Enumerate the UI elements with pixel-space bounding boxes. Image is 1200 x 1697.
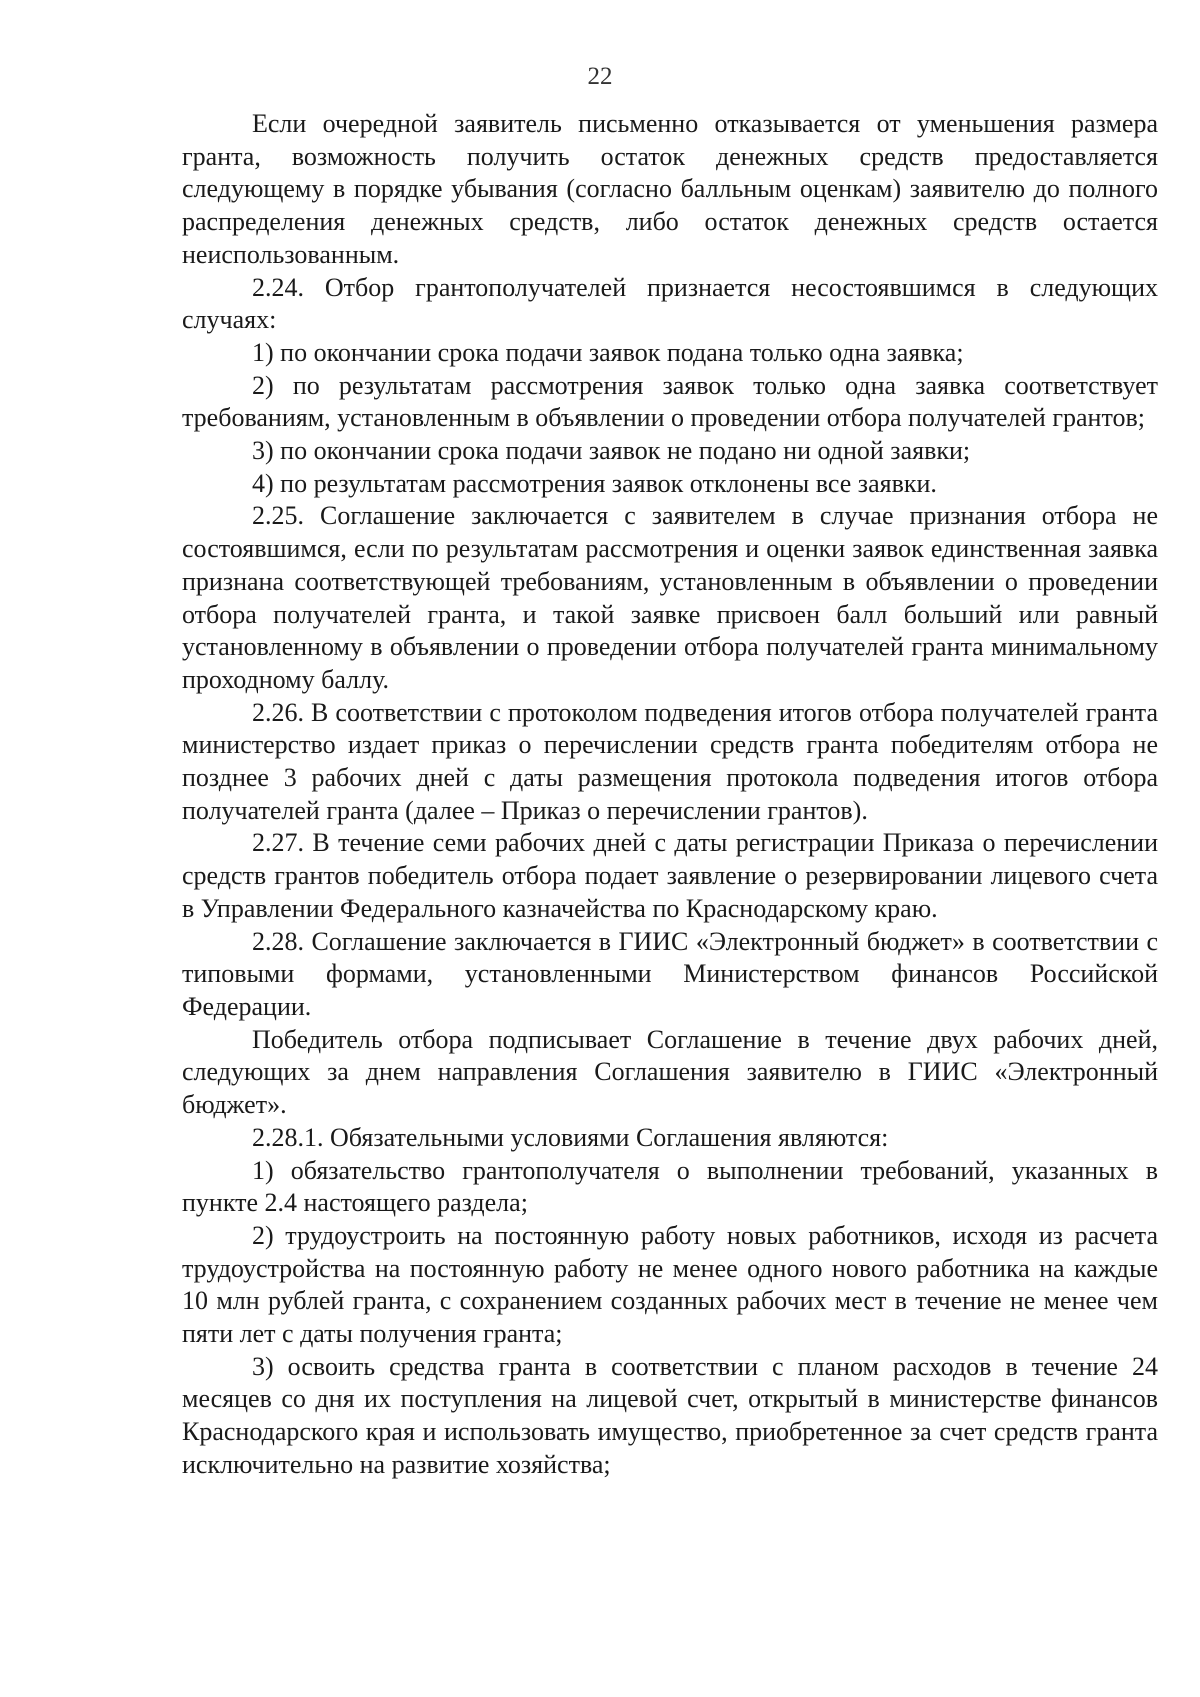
paragraph-2-28-1: 2.28.1. Обязательными условиями Соглашения являются: [252,1122,889,1152]
list-item-2-24-1: 1) по окончании срока подачи заявок подана только одна заявка; [252,337,964,367]
list-item-2-24-3: 3) по окончании срока подачи заявок не подано ни одной заявки; [252,436,971,466]
paragraph-2-27: 2.27. В течение семи рабочих дней с даты регистрации Приказа о перечислении средств грантов победитель отбора подает заявление о резервировании лицевого счета в Управлении Федерального казначейства по Краснодарскому краю. [182,828,1158,923]
list-item-2-28-1-1: 1) обязательство грантополучателя о выполнении требований, указанных в пункте 2.4 настоящего раздела; [182,1155,1158,1218]
list-item-2-28-1-3: 3) освоить средства гранта в соответствии с планом расходов в течение 24 месяцев со дня их поступления на лицевой счет, открытый в министерстве финансов Краснодарского края и использовать имущество, приобретенное за счет средств гранта исключительно на развитие хозяйства; [182,1351,1158,1479]
page-number: 22 [587,63,613,90]
paragraph-refusal-remainder: Если очередной заявитель письменно отказывается от уменьшения размера гранта, возможность получить остаток денежных средств предоставляется следующему в порядке убывания (согласно балльным оценкам) заявителю до полного распределения денежных средств, либо остаток денежных средств остается неиспользованным. [182,109,1158,269]
paragraph-winner-signs: Победитель отбора подписывает Соглашение в течение двух рабочих дней, следующих за днем направления Соглашения заявителю в ГИИС «Электронный бюджет». [182,1024,1158,1120]
document-body [182,108,1158,1482]
paragraph-2-25: 2.25. Соглашение заключается с заявителем в случае признания отбора не состоявшимся, если по результатам рассмотрения и оценки заявок единственная заявка признана соответствующей требованиям, установленным в объявлении о проведении отбора получателей гранта, и такой заявке присвоен балл больший или равный установленному в объявлении о проведении отбора получателей гранта минимальному проходному баллу. [182,501,1158,694]
paragraph-2-26: 2.26. В соответствии с протоколом подведения итогов отбора получателей гранта министерство издает приказ о перечислении средств гранта победителям отбора не позднее 3 рабочих дней с даты размещения протокола подведения итогов отбора получателей гранта (далее – Приказ о перечислении грантов). [182,697,1158,825]
list-item-2-24-4: 4) по результатам рассмотрения заявок отклонены все заявки. [252,468,937,498]
paragraph-2-24: 2.24. Отбор грантополучателей признается несостоявшимся в следующих случаях: [182,272,1158,335]
paragraph-2-28: 2.28. Соглашение заключается в ГИИС «Электронный бюджет» в соответствии с типовыми формами, установленными Министерством финансов Российской Федерации. [182,926,1158,1021]
list-item-2-24-2: 2) по результатам рассмотрения заявок только одна заявка соответствует требованиям, установленным в объявлении о проведении отбора получателей грантов; [182,370,1158,433]
list-item-2-28-1-2: 2) трудоустроить на постоянную работу новых работников, исходя из расчета трудоустройства на постоянную работу не менее одного нового работника на каждые 10 млн рублей гранта, с сохранением созданных рабочих мест в течение не менее чем пяти лет с даты получения гранта; [182,1220,1158,1349]
